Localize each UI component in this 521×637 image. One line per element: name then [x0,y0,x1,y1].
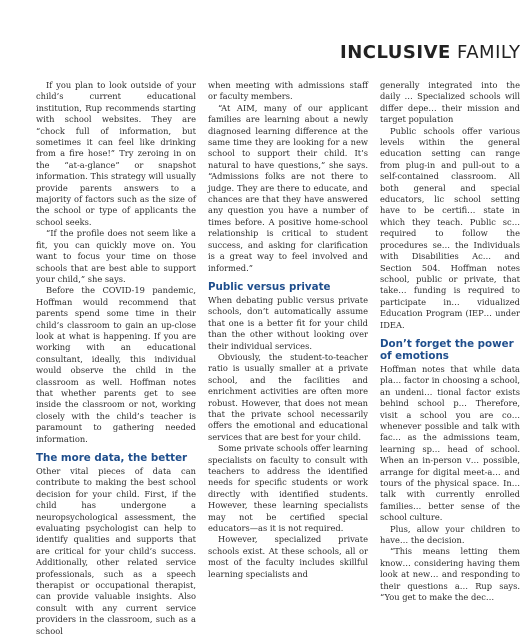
body-paragraph: “This means letting them know… considering having them look at new… and responding to their questions a… Rup says. “You get to make the dec… [380,546,520,603]
section-heading: Public versus private [208,280,331,293]
body-paragraph: “If the profile does not seem like a fit, you can quickly move on. You want to focus your time on those schools that are best able to support your child,” she says. [36,228,196,284]
body-paragraph: Other vital pieces of data can contribute to making the best school decision for your child. First, if the child has undergone a neuropsychological assessment, the evaluating psychologist can help to identify qualities and supports that are critical for your child’s success. Additionally, other related service professionals, such as a speech therapist or occupational therapist, can provide valuable insights. Also consult with any current service providers in the classroom, such as a school [36,466,196,636]
body-paragraph: If you plan to look outside of your child’s current educational institution, Rup recommends starting with school websites. They are “chock full of information, but sometimes it can feel like drinking from a fire hose!” Try zeroing in on the “at-a-glance” or snapshot information. This strategy will usually provide parents answers to a majority of factors such as the size of the school or type of applicants the school seeks. [36,80,196,227]
body-paragraph: Before the COVID-19 pandemic, Hoffman would recommend that parents spend some time in their child’s classroom to gain an up-close look at what is happening. If you are working with an educational consultant, ideally, this individual would observe the child in the classroom as well. Hoffman notes that whether parents get to see inside the classroom or not, working closely with the child’s teacher is paramount to gathering needed information. [36,285,196,444]
article-column-2 [208,80,368,580]
body-paragraph: generally integrated into the daily … Specialized schools will differ depe… their mission and target population [380,80,520,125]
header-title-light: FAMILY [457,42,521,63]
section-heading: Don’t forget the power of emotions [380,337,514,362]
body-paragraph: Some private schools offer learning specialists on faculty to consult with teachers to address the identified needs for specific students or work directly with identified students. However, these learning specialists may not be certified special educators—as it is not required. [208,443,368,534]
body-paragraph: Public schools offer various levels within the general education setting can range from plug-in and pull-out to a self-contained classroom. All both general and special educators, lic school setting have to be certifi… state in which they teach. Public sc… required to follow the procedures se… the Individuals with Disabilities Ac… and Section 504. Hoffman notes school, public or private, that take… funding is required to participate in… vidualized Education Program (IEP… under IDEA. [380,125,520,330]
body-paragraph: However, specialized private schools exist. At these schools, all or most of the faculty includes skillful learning specialists and [208,534,368,579]
body-paragraph: Plus, allow your children to have… the decision. [380,523,520,546]
header-title-bold: INCLUSIVE [340,42,451,63]
article-column-3 [380,80,520,603]
page-header [340,42,521,63]
body-paragraph: “At AIM, many of our applicant families are learning about a newly diagnosed learning difference at the same time they are looking for a new school to support their child. It’s natural to have questions,” she says. “Admissions folks are not there to judge. They are there to educate, and chances are that they have answered any question you have a number of times before. A positive home-school relationship is critical to student success, and asking for clarification is a great way to feel involved and informed.” [208,102,368,273]
body-paragraph: Hoffman notes that while data pla… factor in choosing a school, an undeni… tional factor exists behind school p… Therefore, visit a school you are co… whenever possible and talk with fac… as the admissions team, learning sp… head of school. When an in-person v… possible, arrange for digital meet-a… and tours of the physical space. In… talk with currently enrolled families… better sense of the school culture. [380,363,520,523]
article-column-1 [36,80,196,637]
section-heading: The more data, the better [36,452,188,464]
body-paragraph: Obviously, the student-to-teacher ratio is usually smaller at a private school, and the facilities and enrichment activities are often more robust. However, that does not mean that the private school necessarily offers the emotional and educational services that are best for your child. [208,351,368,442]
body-paragraph: When debating public versus private schools, don’t automatically assume that one is a better fit for your child than the other without looking over their individual services. [208,294,368,351]
body-paragraph: when meeting with admissions staff or faculty members. [208,80,368,102]
